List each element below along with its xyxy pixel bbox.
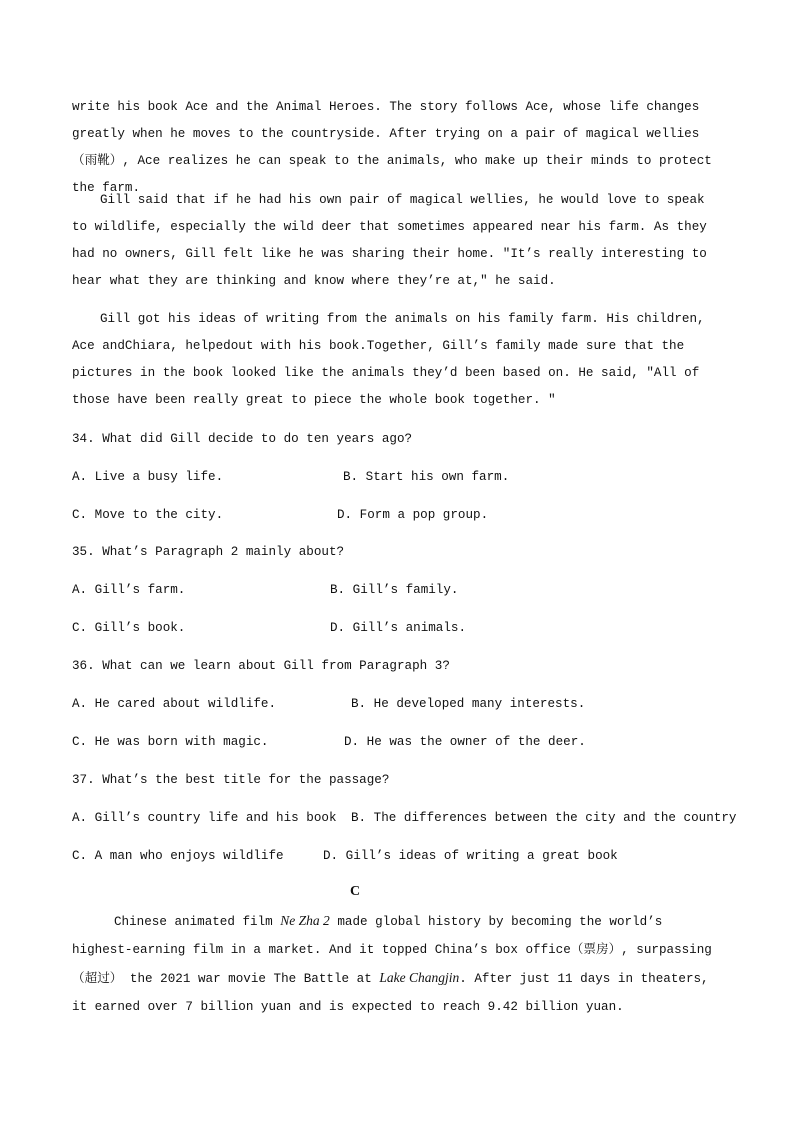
passage-c-paragraph: [72, 907, 722, 1021]
passage-c-text-3: . After just 11 days in theaters, it earned over 7 billion yuan and is expected to reach 9.42 billion yuan.: [72, 972, 709, 1014]
question-37-option-a: A. Gill’s country life and his book: [72, 811, 337, 825]
question-35-option-c: C. Gill’s book.: [72, 621, 186, 635]
question-35-option-a: A. Gill’s farm.: [72, 583, 186, 597]
question-34-option-a: A. Live a busy life.: [72, 470, 224, 484]
passage-b-paragraph-1: write his book Ace and the Animal Heroes. The story follows Ace, whose life changes greatly when he moves to the countryside. After trying on a pair of magical wellies（雨靴）, Ace realizes he can speak to the animals, who make up their minds to protect the farm.: [72, 100, 712, 195]
question-34-option-b: B. Start his own farm.: [343, 470, 510, 484]
passage-c-text-2: made global history by becoming the world’s highest-earning film in a market. And it topped China’s box office（票房）, surpassing（超过） the 2021 war movie The Battle at: [72, 915, 712, 986]
question-34-stem: 34. What did Gill decide to do ten years ago?: [72, 432, 413, 446]
question-36-option-c: C. He was born with magic.: [72, 735, 269, 749]
question-34-option-d: D. Form a pop group.: [337, 508, 489, 522]
section-heading-c: C: [350, 884, 361, 899]
question-35-option-b: B. Gill’s family.: [330, 583, 459, 597]
question-35-stem: 35. What’s Paragraph 2 mainly about?: [72, 545, 345, 559]
film-title: Ne Zha 2: [280, 913, 330, 928]
question-36-option-b: B. He developed many interests.: [351, 697, 586, 711]
question-37-option-d: D. Gill’s ideas of writing a great book: [323, 849, 618, 863]
place-name: Lake Changjin: [379, 970, 460, 985]
question-36-stem: 36. What can we learn about Gill from Paragraph 3?: [72, 659, 450, 673]
question-37-stem: 37. What’s the best title for the passage?: [72, 773, 390, 787]
question-36-option-d: D. He was the owner of the deer.: [344, 735, 586, 749]
question-36-option-a: A. He cared about wildlife.: [72, 697, 277, 711]
passage-b-paragraph-3: Gill got his ideas of writing from the animals on his family farm. His children, Ace andChiara, helpedout with his book.Together, Gill’s family made sure that the pictures in the book looked like the animals they’d been based on. He said, ″All of those have been really great to piece the whole book together. ″: [72, 312, 705, 407]
question-34-option-c: C. Move to the city.: [72, 508, 224, 522]
question-35-option-d: D. Gill’s animals.: [330, 621, 467, 635]
question-37-option-b: B. The differences between the city and the country: [351, 811, 737, 825]
passage-c-text-1: Chinese animated film: [114, 915, 281, 929]
question-37-option-c: C. A man who enjoys wildlife: [72, 849, 284, 863]
passage-b-paragraph-2: Gill said that if he had his own pair of magical wellies, he would love to speak to wildlife, especially the wild deer that sometimes appeared near his farm. As they had no owners, Gill felt like he was sharing their home. ″It’s really interesting to hear what they are thinking and know where they’re at,″ he said.: [72, 193, 707, 288]
